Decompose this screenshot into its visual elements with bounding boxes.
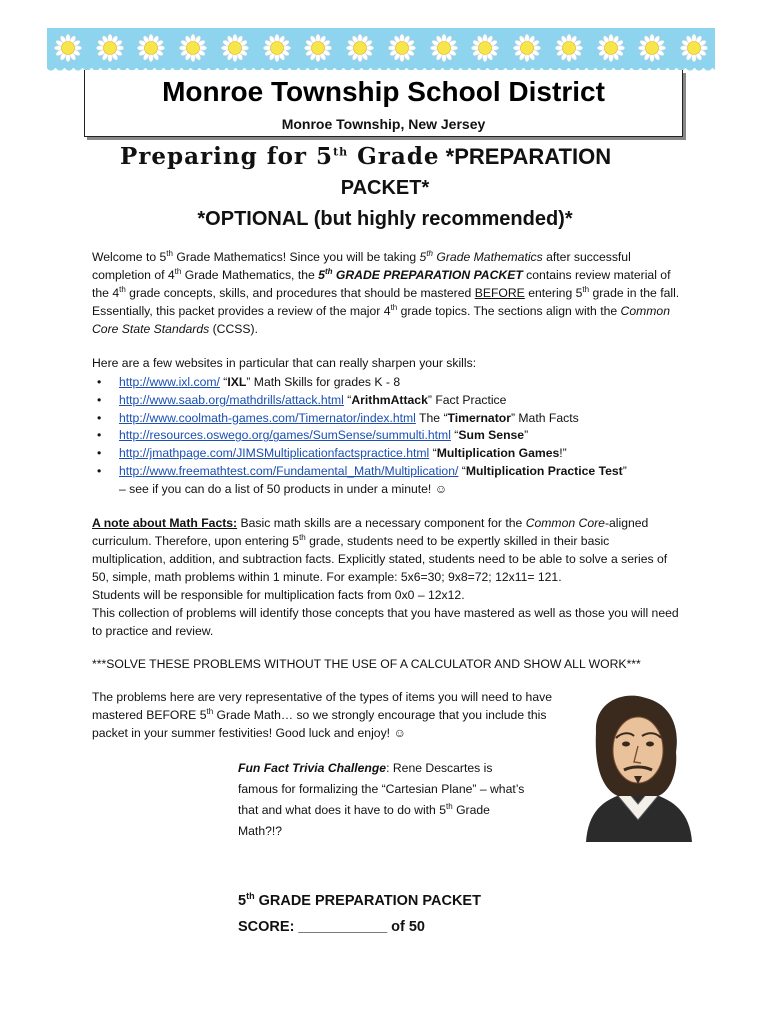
sun-icon xyxy=(136,33,166,63)
district-title: Monroe Township School District xyxy=(162,76,605,107)
packet-title-fancy xyxy=(120,143,440,170)
sun-icon xyxy=(345,33,375,63)
list-item: • http://www.ixl.com/ “IXL” Math Skills for grades K - 8 xyxy=(92,374,692,392)
packet-title xyxy=(120,143,680,170)
websites-list xyxy=(92,374,692,499)
trivia-challenge: Fun Fact Trivia Challenge: Rene Descartes is famous for formalizing the “Cartesian Plane” – what’s that and what does it have to do with 5th Grade Math?!? xyxy=(238,761,525,838)
sun-icon xyxy=(679,33,709,63)
sun-icon xyxy=(512,33,542,63)
score-block xyxy=(238,888,578,940)
sun-icon xyxy=(262,33,292,63)
sun-icon xyxy=(596,33,626,63)
sun-icon xyxy=(387,33,417,63)
score-heading: 5th GRADE PREPARATION PACKET xyxy=(238,891,481,909)
score-line: SCORE: ___________ of 50 xyxy=(238,919,425,935)
sun-icon xyxy=(470,33,500,63)
sun-icon xyxy=(53,33,83,63)
website-link-timernator[interactable]: http://www.coolmath-games.com/Timernator/index.html xyxy=(119,410,416,425)
welcome-paragraph: Welcome to 5th Grade Mathematics! Since you will be taking 5th Grade Mathematics after successful completion of 4th Grade Mathematics, the 5th GRADE PREPARATION PACKET contains review material of the 4th grade concepts, skills, and procedures that should be mastered BEFORE entering 5th grade in the fall. Essentially, this packet provides a review of the major 4th grade topics. The sections align with the Common Core State Standards (CCSS). xyxy=(92,248,680,336)
list-item: • http://resources.oswego.org/games/SumSense/summulti.html “Sum Sense” xyxy=(92,427,692,445)
list-item: • http://www.coolmath-games.com/Timernator/index.html The “Timernator” Math Facts xyxy=(92,410,692,428)
website-link-sumsense[interactable]: http://resources.oswego.org/games/SumSense/summulti.html xyxy=(119,428,451,443)
math-facts-heading: A note about Math Facts: xyxy=(92,516,238,530)
sun-icon xyxy=(178,33,208,63)
list-item: • http://jmathpage.com/JIMSMultiplicationfactspractice.html “Multiplication Games!” xyxy=(92,445,692,463)
packet-title-part1: Preparing for 5 xyxy=(120,143,334,170)
sun-icon xyxy=(303,33,333,63)
list-item: • http://www.freemathtest.com/Fundamental_Math/Multiplication/ “Multiplication Practice Test” xyxy=(92,463,692,481)
sun-banner xyxy=(47,28,715,68)
packet-title-part2: Grade xyxy=(348,143,440,170)
packet-title-line2: PACKET* xyxy=(340,177,430,199)
sun-icon xyxy=(429,33,459,63)
optional-note: *OPTIONAL (but highly recommended)* xyxy=(197,208,573,230)
sun-icon xyxy=(637,33,667,63)
website-link-ixl[interactable]: http://www.ixl.com/ xyxy=(119,375,220,389)
sun-icon xyxy=(220,33,250,63)
sun-icon xyxy=(554,33,584,63)
descartes-portrait xyxy=(578,692,698,842)
list-item-continuation: – see if you can do a list of 50 products in under a minute! ☺ xyxy=(119,481,448,496)
packet-title-sup: th xyxy=(333,145,349,159)
list-item: • http://www.saab.org/mathdrills/attack.html “ArithmAttack” Fact Practice xyxy=(92,392,692,410)
website-link-practice-test[interactable]: http://www.freemathtest.com/Fundamental_Math/Multiplication/ xyxy=(119,463,459,478)
solve-note: ***SOLVE THESE PROBLEMS WITHOUT THE USE OF A CALCULATOR AND SHOW ALL WORK*** xyxy=(92,657,641,671)
website-link-multiplication-games[interactable]: http://jmathpage.com/JIMSMultiplicationfactspractice.html xyxy=(119,446,430,461)
packet-title-part3: *PREPARATION xyxy=(439,144,612,169)
sun-icon xyxy=(95,33,125,63)
representative-paragraph: The problems here are very representative of the types of items you will need to have mastered BEFORE 5th Grade Math… so we strongly encourage that you include this packet in your summer festivities! Good luck and enjoy! ☺ xyxy=(92,690,552,740)
math-facts-paragraph: A note about Math Facts: Basic math skills are a necessary component for the Common Core-aligned curriculum. Therefore, upon entering 5th grade, students need to be expertly skilled in their basic multiplication, addition, and subtraction facts. Explicitly stated, students need to be able to solve a series of 50, simple, math problems within 1 minute. For example: 5x6=30; 9x8=72; 12x11= 121. Students will be responsible for multiplication facts from 0x0 – 12x12. This collection of problems will identify those concepts that you have mastered as well as those you will need to practice and review. xyxy=(92,516,679,638)
header-box xyxy=(84,70,683,137)
trivia-label: Fun Fact Trivia Challenge xyxy=(238,761,387,775)
websites-intro: Here are a few websites in particular that can really sharpen your skills: xyxy=(92,356,477,370)
website-link-arithmattack[interactable]: http://www.saab.org/mathdrills/attack.html xyxy=(119,392,344,407)
district-subtitle: Monroe Township, New Jersey xyxy=(281,116,486,132)
